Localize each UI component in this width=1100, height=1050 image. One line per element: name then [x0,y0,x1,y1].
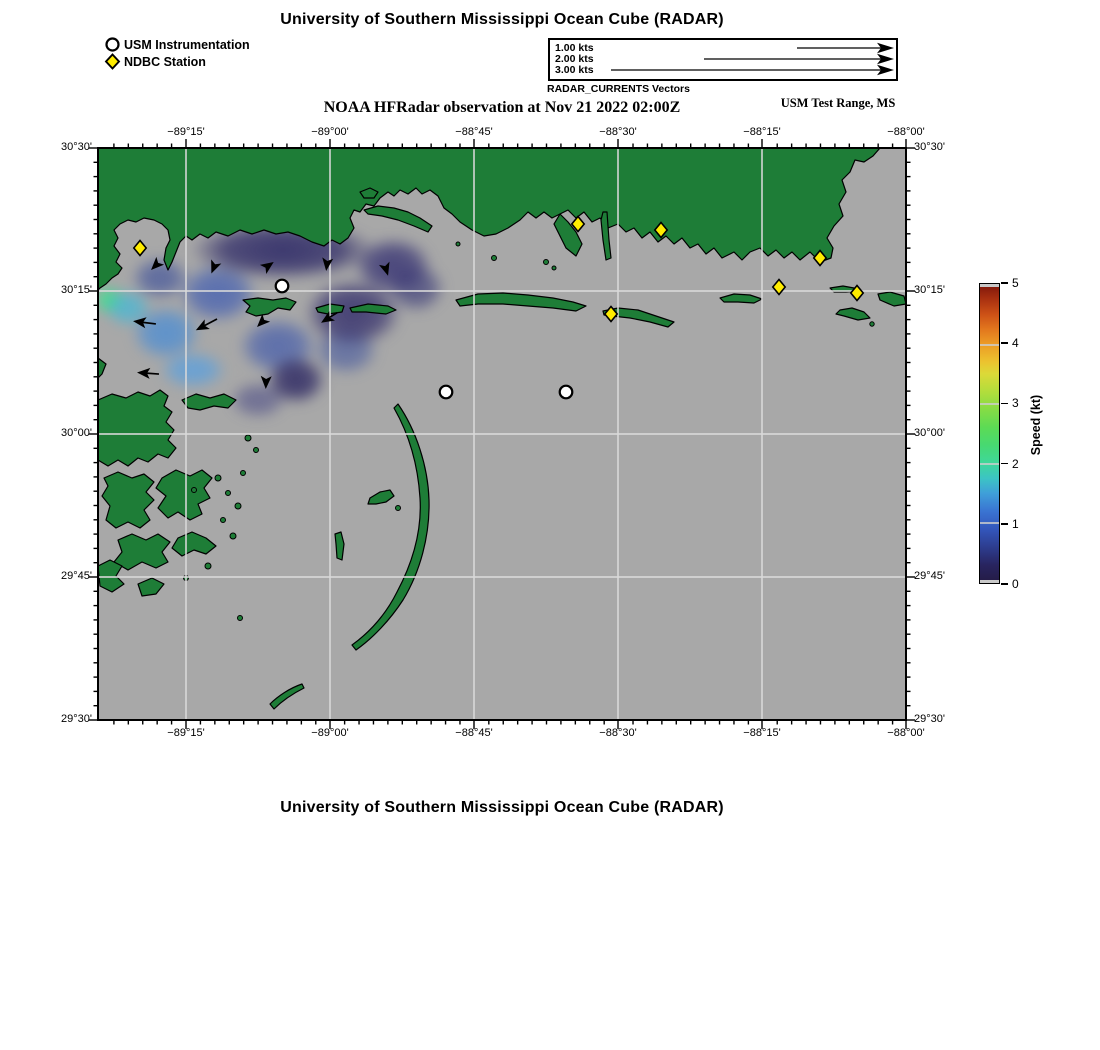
colorbar-tick-label: 3 [1012,396,1019,411]
y-tick-label-right: 30°30' [914,141,945,153]
current-vector-arrow [260,257,277,273]
vector-arrowhead-icon [193,319,210,335]
colorbar-tick-label: 0 [1012,577,1019,591]
legend-row-ndbc [104,53,250,70]
y-tick-label-right: 29°45' [914,570,945,582]
stations-and-vectors-layer [98,148,906,720]
vector-arrowhead-icon [321,257,334,271]
current-vector-arrow [147,257,164,274]
colorbar-tick [1001,463,1008,465]
ndbc-station-marker [572,217,584,232]
ndbc-station-marker [851,286,863,301]
scale-label-1kt: 1.00 kts [555,41,594,54]
legend [104,36,250,70]
vector-arrowhead-icon [318,311,335,327]
y-tick-label-left: 30°30' [61,141,92,153]
colorbar-gradient [979,283,1000,584]
colorbar-tick-label: 2 [1012,456,1019,471]
vector-tail [146,373,159,374]
colorbar-tickline [980,463,999,465]
current-vector-arrow [193,314,219,335]
usm-instrument-marker [276,280,289,293]
scale-arrows [550,40,896,79]
x-tick-label-top: −88°45' [455,126,493,138]
colorbar-tick-label: 1 [1012,516,1019,531]
current-vector-arrow [321,257,334,271]
colorbar-cap [980,284,999,287]
map-canvas [98,148,906,720]
colorbar-tickline [980,403,999,405]
x-tick-label-bottom: −88°15' [743,727,781,739]
ndbc-diamond-marker-icon [104,53,121,70]
vector-tail [329,313,337,318]
vector-arrowhead-icon [260,376,271,389]
y-tick-label-right: 29°30' [914,713,945,725]
colorbar-tick-label: 4 [1012,336,1019,351]
x-tick-label-bottom: −89°15' [167,727,205,739]
current-vector-arrow [137,367,160,380]
y-tick-label-right: 30°15' [914,284,945,296]
vector-tail [142,322,156,324]
bottom-title: University of Southern Mississippi Ocean Cube (RADAR) [280,799,724,816]
ndbc-station-marker [605,307,617,322]
legend-label-ndbc: NDBC Station [124,54,206,69]
y-tick-label-left: 29°30' [61,713,92,725]
x-tick-label-top: −88°00' [887,126,925,138]
x-tick-label-top: −89°15' [167,126,205,138]
y-tick-label-left: 30°00' [61,427,92,439]
y-tick-label-left: 29°45' [61,570,92,582]
colorbar-title: Speed (kt) [1029,394,1043,456]
current-vector-arrow [260,376,271,389]
usm-instrument-marker [560,386,573,399]
current-vector-arrow [379,262,393,278]
vector-scale-caption: RADAR_CURRENTS Vectors [547,83,690,95]
x-tick-label-bottom: −88°30' [599,727,637,739]
vector-arrowhead-icon [379,262,393,278]
x-tick-label-bottom: −88°45' [455,727,493,739]
colorbar-tickline [980,344,999,346]
colorbar-cap [980,580,999,583]
legend-label-usm: USM Instrumentation [124,37,250,52]
vector-arrowhead-icon [147,257,164,274]
scale-label-2kt: 2.00 kts [555,52,594,65]
colorbar-tick [1001,282,1008,284]
current-vector-arrow [132,316,156,330]
vector-arrowhead-icon [253,314,270,331]
current-vector-arrow [318,308,340,327]
vector-scale-box [548,38,898,81]
x-tick-label-bottom: −88°00' [887,727,925,739]
vector-tail [204,319,217,326]
y-tick-label-left: 30°15' [61,284,92,296]
page-title: University of Southern Mississippi Ocean Cube (RADAR) [280,11,724,28]
ndbc-station-marker [134,241,146,256]
x-tick-label-top: −88°30' [599,126,637,138]
current-vector-arrow [253,314,270,331]
ndbc-station-marker [655,223,667,238]
ndbc-station-marker [814,251,826,266]
vector-arrowhead-icon [206,259,221,275]
test-range-label: USM Test Range, MS [780,96,896,110]
colorbar-tick [1001,583,1008,585]
x-tick-label-bottom: −89°00' [311,727,349,739]
current-vector-arrow [206,259,221,275]
colorbar-tick-label: 5 [1012,276,1019,290]
colorbar-tick [1001,523,1008,525]
colorbar-tick [1001,403,1008,405]
ndbc-station-marker [773,280,785,295]
usm-instrument-marker [440,386,453,399]
x-tick-label-top: −89°00' [311,126,349,138]
vector-arrowhead-icon [260,257,277,273]
usm-circle-marker-icon [104,36,121,53]
colorbar-tickline [980,522,999,524]
legend-row-usm [104,36,250,53]
observation-subtitle: NOAA HFRadar observation at Nov 21 2022 02:00Z [323,99,681,116]
y-tick-label-right: 30°00' [914,427,945,439]
colorbar-tick [1001,342,1008,344]
scale-label-3kt: 3.00 kts [555,63,594,76]
x-tick-label-top: −88°15' [743,126,781,138]
